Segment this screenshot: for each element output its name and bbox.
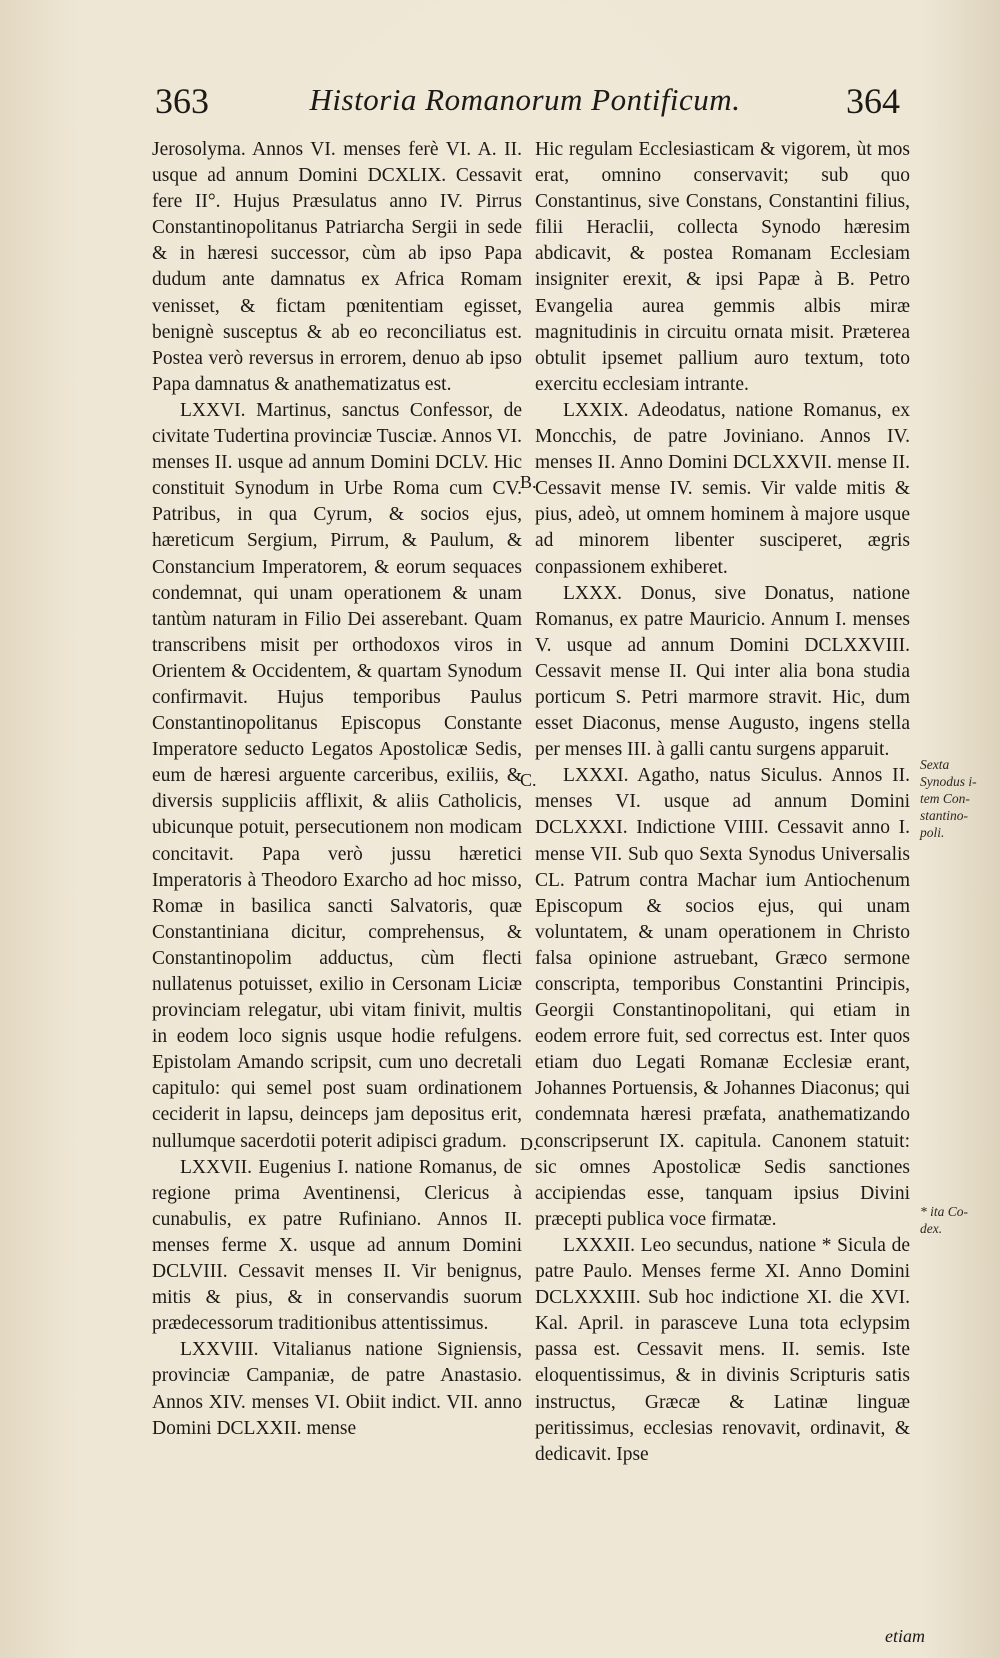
gutter-letter-b: B.	[520, 472, 537, 492]
running-title: Historia Romanorum Pontificum.	[309, 82, 741, 117]
right-paragraph: LXXX. Donus, sive Donatus, natione Romanus, ex patre Mauricio. Annum I. menses V. usque ad annum Domini DCLXXVIII. Cessavit mense II. Qui inter alia bona studia porticum S. Petri marmore stravit. Hic, dum esset Diaconus, mense Augusto, ingens stella per menses III. à galli cantu surgens apparuit.	[535, 582, 910, 761]
page-number-left: 363	[155, 81, 209, 121]
left-paragraph: LXXVIII. Vitalianus natione Signiensis, provinciæ Campaniæ, de patre Anastasio. Annos XIV. menses VI. Obiit indict. VII. anno Domini DCLXXII. mense	[152, 1339, 522, 1439]
left-column	[152, 137, 522, 1442]
left-paragraph: LXXVII. Eugenius I. natione Romanus, de regione prima Aventinensi, Clericus à cunabulis, ex patre Rufiniano. Annos II. menses ferme X. usque ad annum Domini DCLVIII. Cessavit menses II. Vir benignus, mitis & pius, & in conservandis suorum prædecessorum traditionibus attentissimus.	[152, 1156, 522, 1335]
left-paragraph: LXXVI. Martinus, sanctus Confessor, de civitate Tudertina provinciæ Tusciæ. Annos VI. menses II. usque ad annum Domini DCLV. Hic constituit Synodum in Urbe Roma cum CV. Patribus, in qua Cyrum, & socios ejus, hæreticum Sergium, Pirrum, & Paulum, & Constancium Imperatorem, & eorum sequaces condemnat, qui unam operationem & unam tantùm naturam in Filio Dei asserebant. Quam transcribens misit per orthodoxos viros in Orientem & Occidentem, & quartam Synodum confirmavit. Hujus temporibus Paulus Constantinopolitanus Episcopus Constante Imperatore seducto Legatos Apostolicæ Sedis, eum de hæresi arguente carceribus, exiliis, & diversis suppliciis afflixit, & aliis Catholicis, ubicunque potuit, persecutionem non modicam concitavit. Papa verò jussu hæretici Imperatoris à Theodoro Exarcho ad hoc misso, Romæ in basilica sancti Salvatoris, quæ Constantiniana dicitur, comprehensus, & Constantinopolim adductus, cùm flecti nullatenus potuisset, exilio in Cersonam Liciæ provinciam relegatur, ubi vitam finivit, multis in eodem loco signis usque hodie refulgens. Epistolam Amando scripsit, cum uno decretali capitulo: qui semel post suam ordinationem ceciderit in lapsu, deinceps jam depositus erit, nullumque sacerdotii poterit adipisci gradum.	[152, 399, 522, 1152]
gutter-letter-d: D.	[520, 1134, 538, 1154]
right-column	[535, 137, 910, 1468]
page-number-right: 364	[846, 81, 900, 121]
right-paragraph: LXXXI. Agatho, natus Siculus. Annos II. menses VI. usque ad annum Domini DCLXXXI. Indictione VIIII. Cessavit anno I. mense VII. Sub quo Sexta Synodus Universalis CL. Patrum contra Machar ium Antiochenum Episcopum & socios ejus, qui unam voluntatem, & unam operationem in Christo falsa opinione astruebant, Græco sermone conscripta, temporibus Constantini Principis, Georgii Constantinopolitani, qui etiam in eodem errore fuit, sed correctus est. Inter quos etiam duo Legati Romanæ Ecclesiæ erant, Johannes Portuensis, & Johannes Diaconus; qui condemnata hæresi præfata, anathematizando conscripserunt IX. capitula. Canonem statuit: sic omnes Apostolicæ Sedis sanctiones accipiendas esse, tanquam ipsius Divini præcepti publica voce firmatæ.	[535, 765, 910, 1230]
left-paragraph: Jerosolyma. Annos VI. menses ferè VI. A. II. usque ad annum Domini DCXLIX. Cessavit fere II°. Hujus Præsulatus anno IV. Pirrus Constantinopolitanus Patriarcha Sergii in sede & in hæresi successor, cùm ab ipso Papa dudum ante damnatus ex Africa Romam venisset, & fictam pœnitentiam egisset, benignè susceptus & ab eo reconciliatus est. Postea verò reversus in errorem, denuo ab ipso Papa damnatus & anathematizatus est.	[152, 139, 522, 395]
gutter-letter-c: C.	[520, 770, 537, 790]
running-header	[155, 78, 900, 128]
margin-note-sexta-synodus: Sexta Synodus i- tem Con- stantino- poli.	[920, 757, 977, 840]
margin-note-ita-codex: * ita Co- dex.	[920, 1204, 969, 1236]
catchword: etiam	[885, 1626, 925, 1646]
right-paragraph: LXXIX. Adeodatus, natione Romanus, ex Moncchis, de patre Joviniano. Annos IV. menses II. Anno Domini DCLXXVII. mense II. Cessavit mense IV. semis. Vir valde mitis & pius, adeò, ut omnem hominem à majore usque ad minorem libenter susciperet, ægris conpassionem exhiberet.	[535, 399, 910, 578]
right-paragraph: LXXXII. Leo secundus, natione * Sicula de patre Paulo. Menses ferme XI. Anno Domini DCLXXXIII. Sub hoc indictione XI. die XVI. Kal. April. in parasceve Luna tota eclypsim passa est. Cessavit mens. II. semis. Iste eloquentissimus, & in divinis Scripturis satis instructus, Græcæ & Latinæ linguæ peritissimus, ecclesias renovavit, ordinavit, & dedicavit. Ipse	[535, 1234, 910, 1465]
right-paragraph: Hic regulam Ecclesiasticam & vigorem, ùt mos erat, omnino conservavit; sub quo Constantinus, sive Constans, Constantini filius, filii Heraclii, collecta Synodo hæresim abdicavit, & postea Romanam Ecclesiam insigniter erexit, & ipsi Papæ à B. Petro Evangelia aurea gemmis albis miræ magnitudinis in circuitu ornata misit. Præterea obtulit ipsemet pallium auro textum, toto exercitu ecclesiam intrante.	[535, 139, 910, 395]
